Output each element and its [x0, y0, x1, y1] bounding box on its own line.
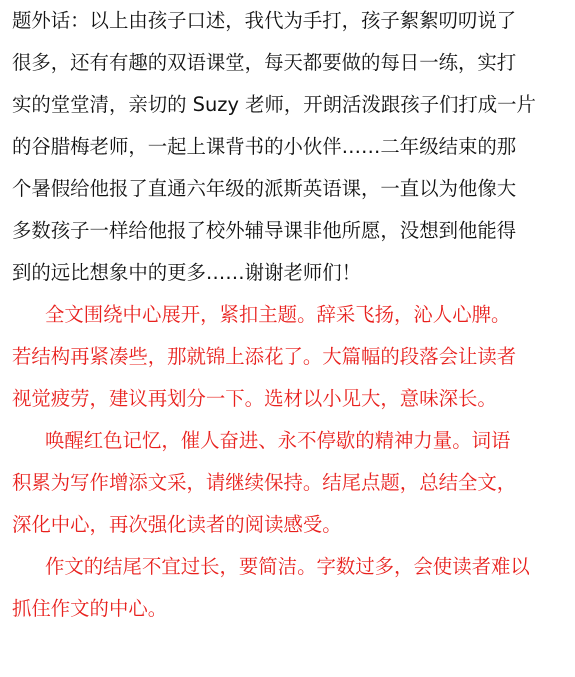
- paragraph-1-line-4: 的谷腊梅老师，一起上课背书的小伙伴……二年级结束的那: [12, 135, 517, 158]
- paragraph-1-line-6: 多数孩子一样给他报了校外辅导课非他所愿，没想到他能得: [12, 219, 517, 242]
- comment-2-line-1: 唤醒红色记忆，催人奋进、永不停歇的精神力量。词语: [45, 429, 511, 452]
- paragraph-1-line-2: 很多，还有有趣的双语课堂，每天都要做的每日一练，实打: [12, 51, 517, 74]
- paragraph-1-line-7: 到的远比想象中的更多……谢谢老师们！: [12, 261, 362, 284]
- comment-2-line-3: 深化中心，再次强化读者的阅读感受。: [12, 513, 342, 536]
- paragraph-1-line-5: 个暑假给他报了直通六年级的派斯英语课，一直以为他像大: [12, 177, 517, 200]
- comment-3-line-1: 作文的结尾不宜过长，要简洁。字数过多，会使读者难以: [45, 555, 530, 578]
- comment-2-line-2: 积累为写作增添文采，请继续保持。结尾点题，总结全文，: [12, 471, 517, 494]
- paragraph-1-line-1: 题外话：以上由孩子口述，我代为手打，孩子絮絮叨叨说了: [12, 9, 517, 32]
- comment-1-line-1: 全文围绕中心展开，紧扣主题。辞采飞扬，沁人心脾。: [45, 303, 511, 326]
- comment-1-line-3: 视觉疲劳，建议再划分一下。选材以小见大，意味深长。: [12, 387, 497, 410]
- comment-3-line-2: 抓住作文的中心。: [12, 597, 168, 620]
- paragraph-1-line-3: 实的堂堂清，亲切的 Suzy 老师，开朗活泼跟孩子们打成一片: [12, 93, 536, 116]
- comment-1-line-2: 若结构再紧凑些，那就锦上添花了。大篇幅的段落会让读者: [12, 345, 517, 368]
